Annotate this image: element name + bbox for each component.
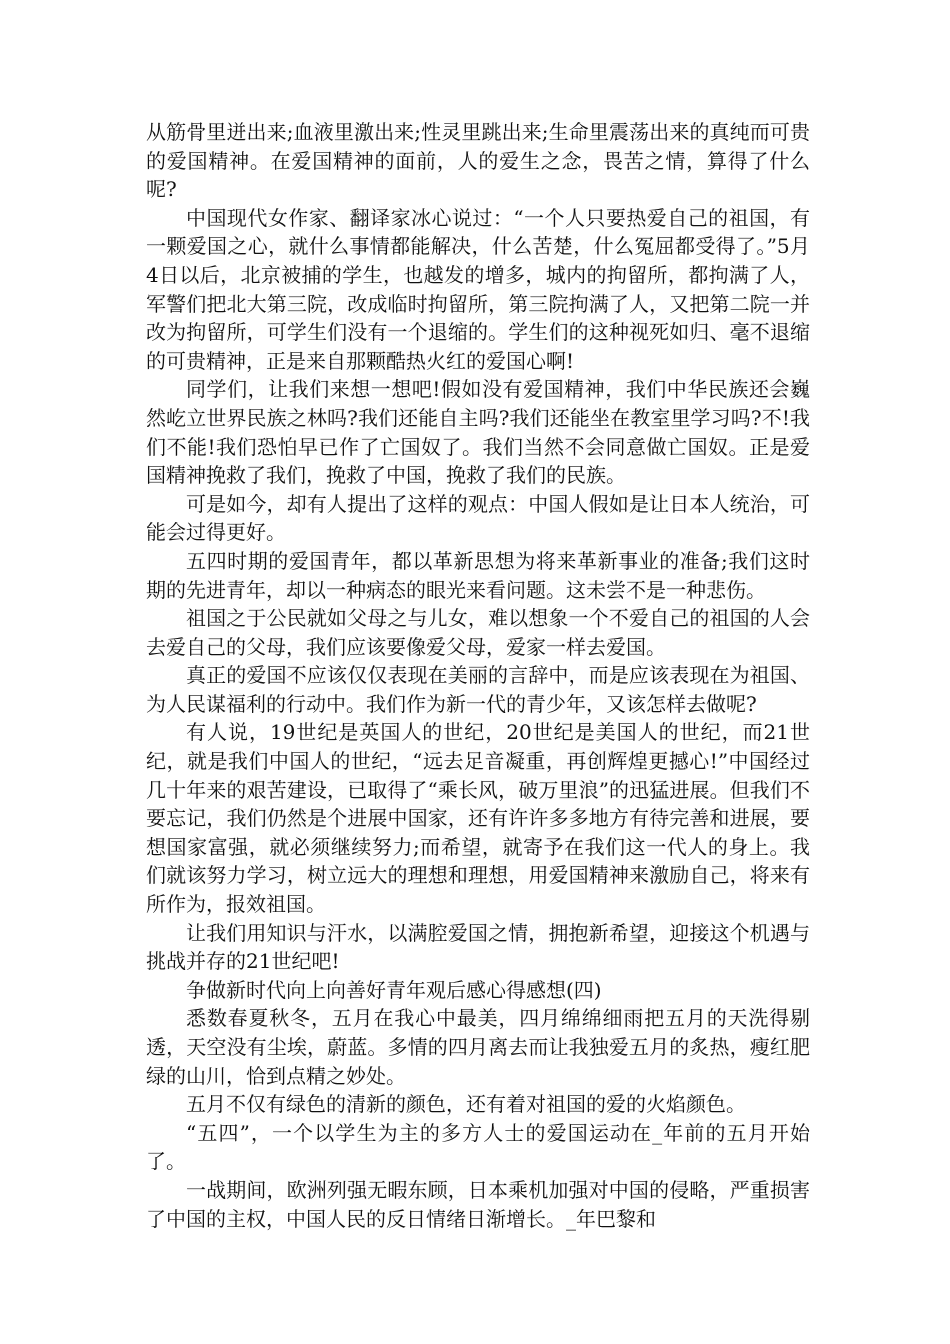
section-heading: 争做新时代向上向善好青年观后感心得感想(四) <box>186 977 602 1002</box>
paragraph-1: 从筋骨里迸出来;血液里激出来;性灵里跳出来;生命里震荡出来的真纯而可贵的爱国精神。在爱国精神的面前，人的爱生之念，畏苦之情，算得了什么呢? <box>146 120 810 202</box>
paragraph-9: 让我们用知识与汗水，以满腔爱国之情，拥抱新希望，迎接这个机遇与挑战并存的21世纪吧! <box>146 920 810 974</box>
paragraph-3: 同学们，让我们来想一想吧!假如没有爱国精神，我们中华民族还会巍然屹立世界民族之林吗?我们还能自主吗?我们还能坐在教室里学习吗?不!我们不能!我们恐怕早已作了亡国奴了。我们当然不会同意做亡国奴。正是爱国精神挽救了我们，挽救了中国，挽救了我们的民族。 <box>146 377 810 488</box>
paragraph-4: 可是如今，却有人提出了这样的观点：中国人假如是让日本人统治，可能会过得更好。 <box>146 491 810 545</box>
paragraph-11: 悉数春夏秋冬，五月在我心中最美，四月绵绵细雨把五月的天洗得剔透，天空没有尘埃，蔚蓝。多情的四月离去而让我独爱五月的炙热，瘦红肥绿的山川，恰到点精之妙处。 <box>146 1006 810 1088</box>
paragraph-12: 五月不仅有绿色的清新的颜色，还有着对祖国的爱的火焰颜色。 <box>186 1092 746 1117</box>
paragraph-5: 五四时期的爱国青年，都以革新思想为将来革新事业的准备;我们这时期的先进青年，却以一种病态的眼光来看问题。这未尝不是一种悲伤。 <box>146 548 810 602</box>
paragraph-7: 真正的爱国不应该仅仅表现在美丽的言辞中，而是应该表现在为祖国、为人民谋福利的行动中。我们作为新一代的青少年，又该怎样去做呢? <box>146 663 810 716</box>
paragraph-13: “五四”，一个以学生为主的多方人士的爱国运动在_年前的五月开始了。 <box>146 1120 810 1174</box>
paragraph-6: 祖国之于公民就如父母之与儿女，难以想象一个不爱自己的祖国的人会去爱自己的父母，我们应该要像爱父母，爱家一样去爱国。 <box>146 606 810 659</box>
paragraph-2: 中国现代女作家、翻译家冰心说过：“一个人只要热爱自己的祖国，有一颗爱国之心，就什么事情都能解决，什么苦楚，什么冤屈都受得了。”5月4日以后，北京被捕的学生，也越发的增多，城内的拘留所，都拘满了人，军警们把北大第三院，改成临时拘留所，第三院拘满了人，又把第二院一并改为拘留所，可学生们没有一个退缩的。学生们的这种视死如归、毫不退缩的可贵精神，正是来自那颗酷热火红的爱国心啊! <box>146 205 810 373</box>
paragraph-14: 一战期间，欧洲列强无暇东顾，日本乘机加强对中国的侵略，严重损害了中国的主权，中国人民的反日情绪日渐增长。_年巴黎和 <box>146 1177 810 1231</box>
document-page <box>146 118 810 1233</box>
paragraph-8: 有人说，19世纪是英国人的世纪，20世纪是美国人的世纪，而21世纪，就是我们中国人的世纪，“远去足音凝重，再创辉煌更撼心!”中国经过几十年来的艰苦建设，已取得了“乘长风，破万里浪”的迅猛进展。但我们不要忘记，我们仍然是个进展中国家，还有许许多多地方有待完善和进展，要想国家富强，就必须继续努力;而希望，就寄予在我们这一代人的身上。我们就该努力学习，树立远大的理想和理想，用爱国精神来激励自己，将来有所作为，报效祖国。 <box>146 720 810 917</box>
